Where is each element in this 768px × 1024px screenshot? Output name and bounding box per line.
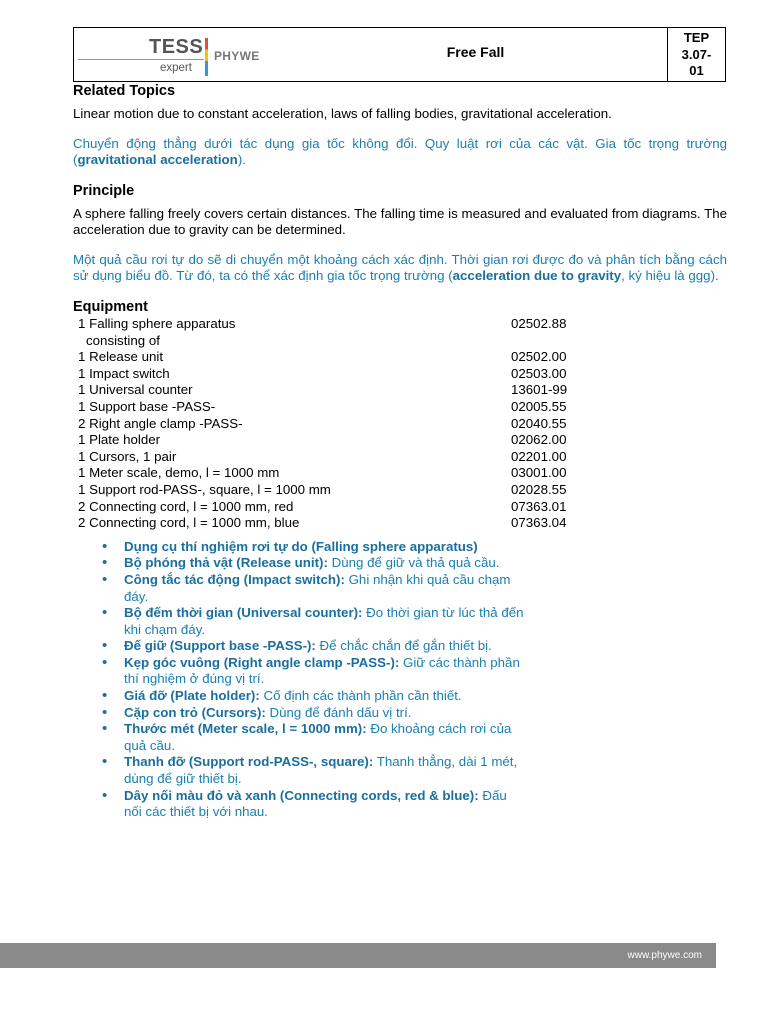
list-item-term: Giá đỡ (Plate holder): xyxy=(124,688,260,704)
list-item-text: Dùng để giữ và thả quả cầu. xyxy=(327,555,500,571)
logo-tess-text: TESS xyxy=(149,36,204,58)
equipment-row xyxy=(78,499,727,516)
document-body xyxy=(73,82,727,821)
document-header xyxy=(73,27,726,82)
related-topics-vi-end: ). xyxy=(237,152,246,167)
list-item xyxy=(124,572,524,605)
list-item-term: Bộ đếm thời gian (Universal counter): xyxy=(124,605,363,621)
principle-en: A sphere falling freely covers certain distances. The falling time is measured and evaluated from diagrams. The acceleration due to gravity can be determined. xyxy=(73,206,727,237)
list-item xyxy=(124,539,524,556)
logo-phywe-text: PHYWE xyxy=(214,49,260,63)
equipment-row xyxy=(78,399,727,416)
list-item xyxy=(124,688,524,705)
list-item-text: Để chắc chắn để gắn thiết bị. xyxy=(315,638,492,654)
list-item-term: Dây nối màu đỏ và xanh (Connecting cords, red & blue): xyxy=(124,787,479,803)
list-item-term: Bộ phóng thả vật (Release unit): xyxy=(124,555,328,571)
list-item-text: Đo thời gian từ lúc thả đến khi chạm đáy. xyxy=(124,605,524,637)
equipment-row xyxy=(78,316,727,333)
page-footer xyxy=(0,943,716,968)
equipment-name: 2 Connecting cord, l = 1000 mm, blue xyxy=(78,515,300,531)
equipment-row xyxy=(78,449,727,466)
principle-vi-end: , ký hiệu là ggg). xyxy=(621,268,719,283)
equipment-vi-list xyxy=(73,539,524,821)
equipment-row xyxy=(78,482,727,499)
document-code-line: 01 xyxy=(689,63,704,78)
list-item-term: Dụng cụ thí nghiệm rơi tự do (Falling sphere apparatus) xyxy=(124,538,478,554)
equipment-name: 1 Support base -PASS- xyxy=(78,398,216,414)
equipment-row xyxy=(78,416,727,433)
equipment-name: 1 Impact switch xyxy=(78,365,170,381)
list-item xyxy=(124,788,524,821)
equipment-row xyxy=(78,333,727,350)
list-item-term: Kẹp góc vuông (Right angle clamp -PASS-): xyxy=(124,654,400,670)
document-code-line: 3.07- xyxy=(681,46,712,62)
list-item-text: Cố định các thành phần cần thiết. xyxy=(259,688,462,704)
equipment-list xyxy=(78,316,727,532)
equipment-code: 02028.55 xyxy=(511,481,567,497)
equipment-name: 1 Support rod-PASS-, square, l = 1000 mm xyxy=(78,481,331,497)
principle-vi-term: acceleration due to gravity xyxy=(452,268,622,283)
document-code-line: TEP xyxy=(683,30,710,45)
equipment-code: 03001.00 xyxy=(511,465,567,481)
list-item xyxy=(124,555,524,572)
equipment-name: 2 Connecting cord, l = 1000 mm, red xyxy=(78,498,294,514)
equipment-name: 1 Universal counter xyxy=(78,382,193,398)
list-item xyxy=(124,605,524,638)
list-item-text: Đấu nối các thiết bị với nhau. xyxy=(124,787,507,820)
equipment-row xyxy=(78,349,727,366)
equipment-code: 02503.00 xyxy=(511,365,567,381)
list-item xyxy=(124,638,524,655)
logo-divider xyxy=(78,59,204,60)
equipment-code: 13601-99 xyxy=(511,382,568,398)
equipment-row xyxy=(78,515,727,532)
related-topics-en: Linear motion due to constant acceleration, laws of falling bodies, gravitational acceleration. xyxy=(73,106,612,121)
related-topics-vi xyxy=(73,136,727,168)
list-item xyxy=(124,705,524,722)
equipment-code: 07363.04 xyxy=(511,515,567,531)
principle-heading: Principle xyxy=(73,183,135,199)
list-item-term: Đế giữ (Support base -PASS-): xyxy=(124,638,316,654)
equipment-name: 1 Falling sphere apparatus xyxy=(78,316,236,331)
equipment-code: 02005.55 xyxy=(511,398,567,414)
equipment-row xyxy=(78,382,727,399)
list-item xyxy=(124,655,524,688)
document-title: Free Fall xyxy=(446,43,505,60)
equipment-code: 02040.55 xyxy=(511,415,567,431)
list-item-term: Thanh đỡ (Support rod-PASS-, square): xyxy=(124,754,374,770)
equipment-row xyxy=(78,366,727,383)
logo xyxy=(74,28,284,81)
list-item xyxy=(124,754,524,787)
equipment-name: 2 Right angle clamp -PASS- xyxy=(78,415,243,431)
document-code xyxy=(667,28,725,81)
list-item-term: Công tắc tác động (Impact switch): xyxy=(124,571,345,587)
equipment-row xyxy=(78,465,727,482)
equipment-code: 07363.01 xyxy=(511,498,567,514)
related-topics-heading: Related Topics xyxy=(73,83,176,99)
list-item-text: Giữ các thành phần thí nghiệm ở đúng vị trí. xyxy=(124,654,520,687)
related-topics-vi-text: Chuyển động thẳng dưới tác dụng gia tốc không đổi. Quy luật rơi của các vật. Gia tốc trọng trường ( xyxy=(73,136,727,167)
logo-color-bar-icon xyxy=(205,38,208,76)
equipment-code: 02062.00 xyxy=(511,432,567,448)
equipment-code: 02502.88 xyxy=(511,316,567,331)
equipment-name: 1 Meter scale, demo, l = 1000 mm xyxy=(78,465,280,481)
list-item-text: Đo khoảng cách rơi của quả cầu. xyxy=(124,721,512,753)
footer-url: www.phywe.com xyxy=(627,950,702,961)
list-item-text: Thanh thẳng, dài 1 mét, dùng để giữ thiết bị. xyxy=(124,754,518,787)
equipment-code: 02502.00 xyxy=(511,349,567,365)
related-topics-vi-term: gravitational acceleration xyxy=(77,152,238,167)
list-item-text: Dùng để đánh dấu vị trí. xyxy=(265,704,412,720)
logo-expert-text: expert xyxy=(160,62,192,74)
list-item-term: Cặp con trỏ (Cursors): xyxy=(124,704,266,720)
list-item-text: Ghi nhận khi quả cầu chạm đáy. xyxy=(124,571,511,604)
equipment-name: 1 Release unit xyxy=(78,349,164,365)
equipment-heading: Equipment xyxy=(73,299,148,315)
equipment-name: 1 Cursors, 1 pair xyxy=(78,448,177,464)
equipment-row xyxy=(78,432,727,449)
equipment-name: consisting of xyxy=(86,332,160,348)
equipment-code: 02201.00 xyxy=(511,448,567,464)
principle-vi xyxy=(73,252,727,284)
list-item-term: Thước mét (Meter scale, l = 1000 mm): xyxy=(124,721,367,737)
list-item xyxy=(124,721,524,754)
principle-vi-text: Một quả cầu rơi tự do sẽ di chuyển một khoảng cách xác định. Thời gian rơi được đo và phân tích bằng cách sử dụng biểu đồ. Từ đó, ta có thể xác định gia tốc trọng trường ( xyxy=(73,252,727,283)
equipment-name: 1 Plate holder xyxy=(78,432,161,448)
